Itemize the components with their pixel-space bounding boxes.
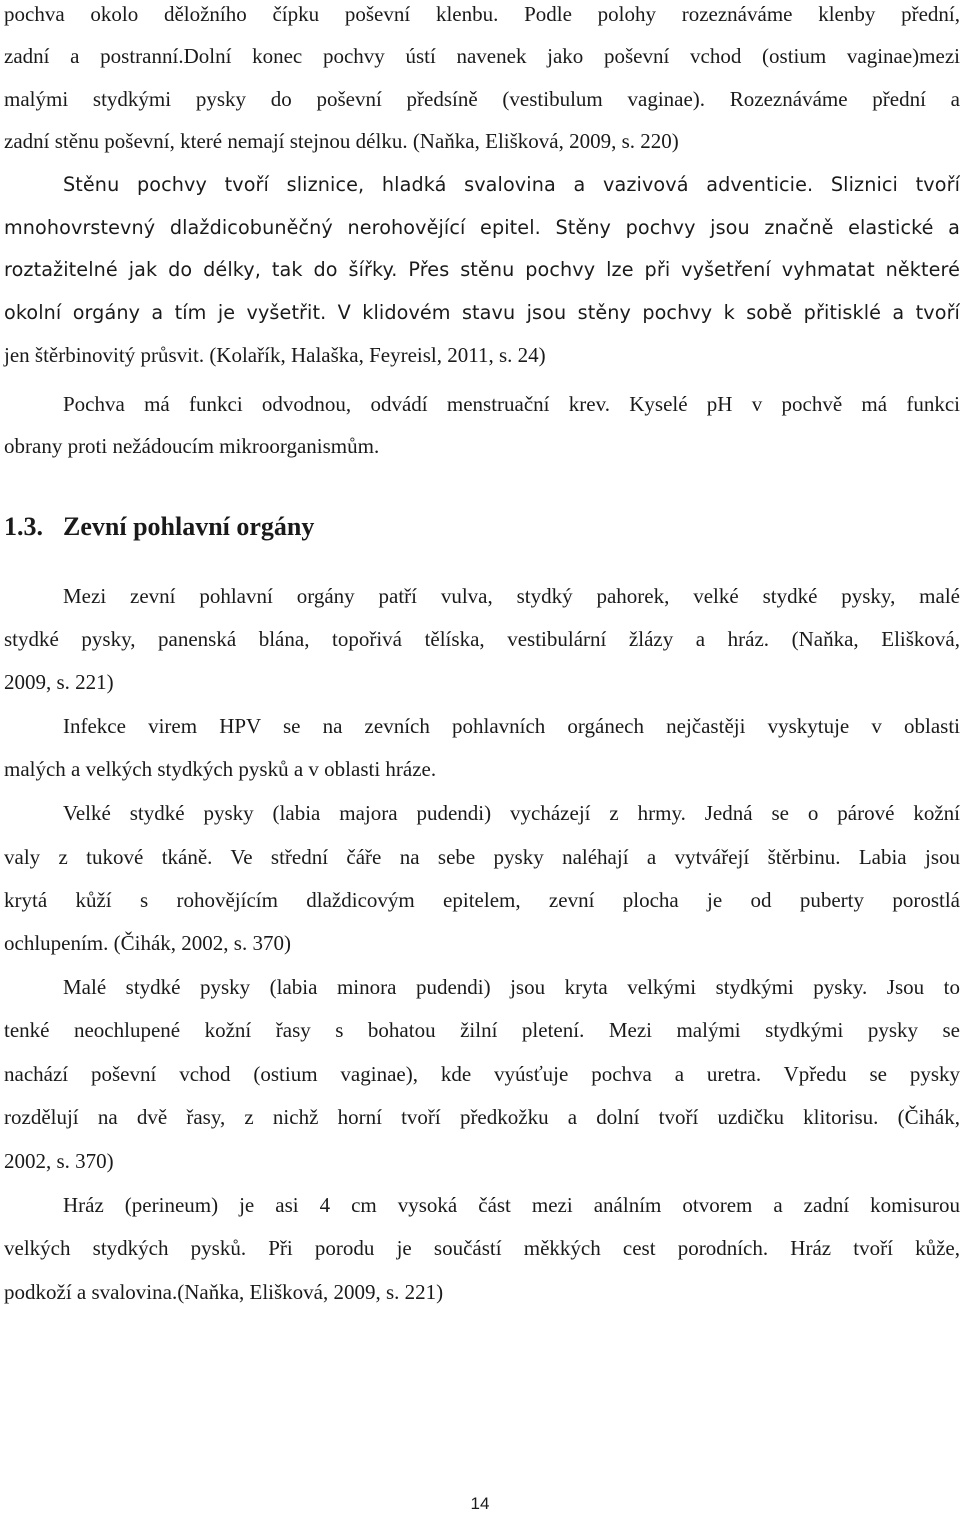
- text-line: Hráz (perineum) je asi 4 cm vysoká část mezi análním otvorem a zadní komisurou: [63, 1193, 960, 1217]
- text-line: roztažitelné jak do délky, tak do šířky. Přes stěnu pochvy lze při vyšetření vyhmatat některé: [4, 258, 960, 281]
- section-title: Zevní pohlavní orgány: [63, 512, 315, 541]
- text-line: rozdělují na dvě řasy, z nichž horní tvoří předkožku a dolní tvoří uzdičku klitorisu. (Čihák,: [4, 1105, 960, 1129]
- text-line: valy z tukové tkáně. Ve střední čáře na sebe pysky naléhají a vytvářejí štěrbinu. Labia jsou: [4, 845, 960, 869]
- text-line: obrany proti nežádoucím mikroorganismům.: [4, 434, 380, 458]
- text-line: 2002, s. 370): [4, 1149, 114, 1173]
- text-line: Pochva má funkci odvodnou, odvádí menstruační krev. Kyselé pH v pochvě má funkci: [63, 392, 960, 416]
- text-line: velkých stydkých pysků. Při porodu je součástí měkkých cest porodních. Hráz tvoří kůže,: [4, 1236, 960, 1260]
- text-line: mnohovrstevný dlaždicobuněčný nerohovějící epitel. Stěny pochvy jsou značně elastické a: [4, 216, 960, 239]
- text-line: okolní orgány a tím je vyšetřit. V klidovém stavu jsou stěny pochvy k sobě přitisklé a tvoří: [4, 301, 960, 324]
- text-line: zadní stěnu poševní, které nemají stejnou délku. (Naňka, Elišková, 2009, s. 220): [4, 129, 679, 153]
- text-line: malých a velkých stydkých pysků a v oblasti hráze.: [4, 757, 437, 781]
- text-line: Malé stydké pysky (labia minora pudendi) jsou kryta velkými stydkými pysky. Jsou to: [63, 975, 960, 999]
- text-line: Mezi zevní pohlavní orgány patří vulva, stydký pahorek, velké stydké pysky, malé: [63, 584, 960, 608]
- text-line: jen štěrbinovitý průsvit. (Kolařík, Halaška, Feyreisl, 2011, s. 24): [4, 343, 546, 367]
- text-line: tenké neochlupené kožní řasy s bohatou žilní pletení. Mezi malými stydkými pysky se: [4, 1018, 960, 1042]
- text-line: podkoží a svalovina.(Naňka, Elišková, 2009, s. 221): [4, 1280, 444, 1304]
- text-line: 2009, s. 221): [4, 670, 114, 694]
- text-line: pochva okolo děložního čípku poševní klenbu. Podle polohy rozeznáváme klenby přední,: [4, 2, 960, 26]
- text-line: nachází poševní vchod (ostium vaginae), kde vyúsťuje pochva a uretra. Vpředu se pysky: [4, 1062, 960, 1086]
- text-line: Velké stydké pysky (labia majora pudendi) vycházejí z hrmy. Jedná se o párové kožní: [63, 801, 960, 825]
- text-line: Stěnu pochvy tvoří sliznice, hladká svalovina a vazivová adventicie. Sliznici tvoří: [63, 173, 960, 196]
- text-line: zadní a postranní.Dolní konec pochvy ústí navenek jako poševní vchod (ostium vaginae)mezi: [4, 44, 960, 68]
- text-line: krytá kůží s rohovějícím dlaždicovým epitelem, zevní plocha je od puberty porostlá: [4, 888, 960, 912]
- text-line: ochlupením. (Čihák, 2002, s. 370): [4, 931, 291, 955]
- text-line: Infekce virem HPV se na zevních pohlavních orgánech nejčastěji vyskytuje v oblasti: [63, 714, 960, 738]
- text-line: malými stydkými pysky do poševní předsíně (vestibulum vaginae). Rozeznáváme přední a: [4, 87, 960, 111]
- section-number: 1.3.: [4, 512, 43, 541]
- section-heading: [4, 512, 314, 542]
- text-line: stydké pysky, panenská blána, topořivá tělíska, vestibulární žlázy a hráz. (Naňka, Elišková,: [4, 627, 960, 651]
- page-number: 14: [470, 1494, 490, 1513]
